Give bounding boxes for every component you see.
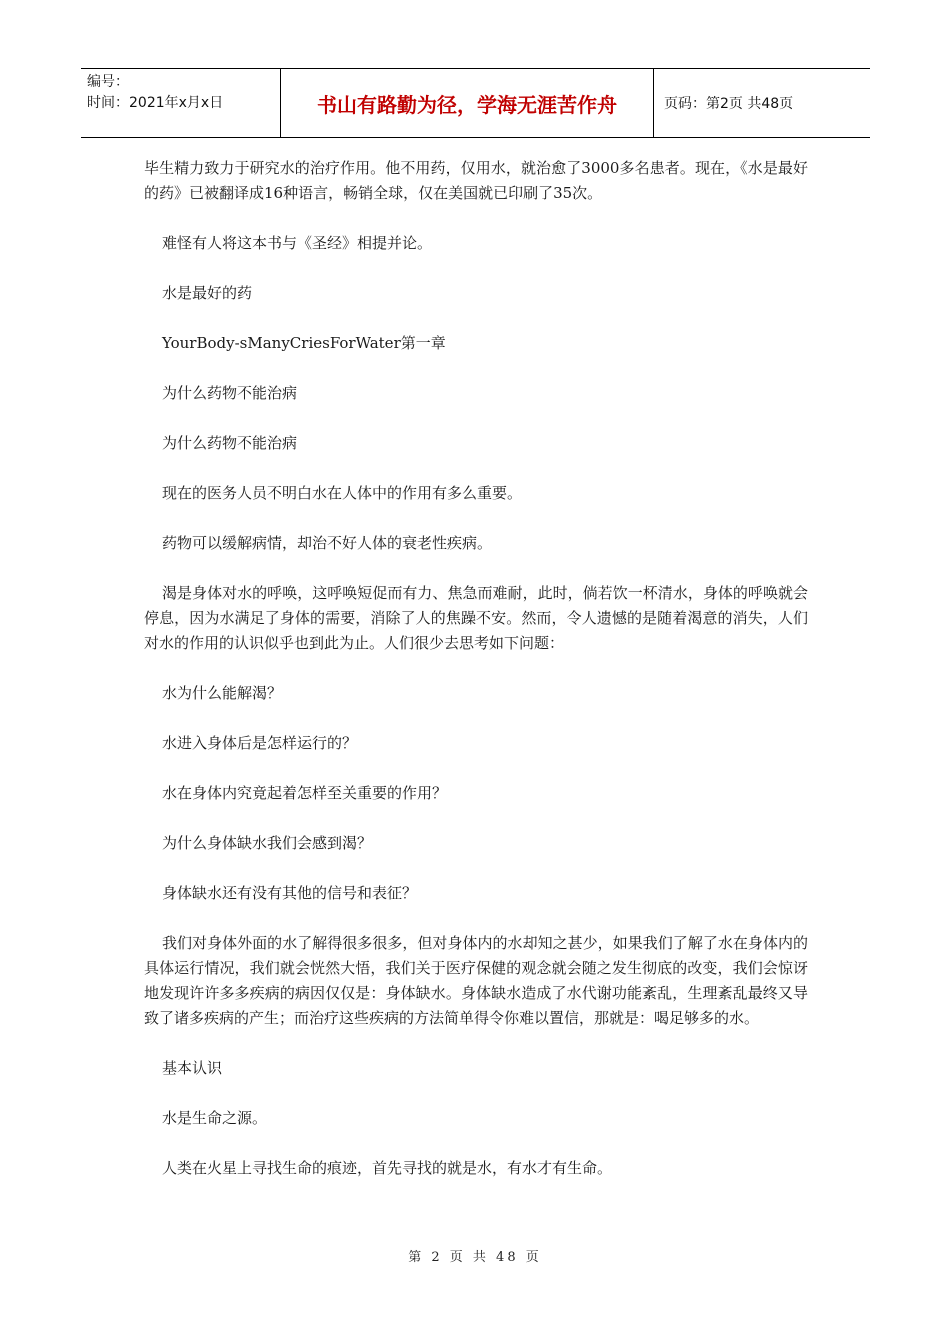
paragraph: YourBody-sManyCriesForWater第一章 bbox=[162, 334, 446, 352]
paragraph: 为什么药物不能治病 bbox=[162, 384, 298, 402]
paragraph: 为什么身体缺水我们会感到渴？ bbox=[162, 834, 373, 852]
document-body bbox=[144, 156, 808, 1206]
paragraph: 水是最好的药 bbox=[162, 284, 253, 302]
paragraph: 水为什么能解渴？ bbox=[162, 684, 283, 702]
paragraph: 毕生精力致力于研究水的治疗作用。他不用药，仅用水，就治愈了3000多名患者。现在，《水是最好的药》已被翻译成16种语言，畅销全球，仅在美国就已印刷了35次。 bbox=[144, 159, 808, 202]
page-header bbox=[81, 68, 870, 138]
header-motto: 书山有路勤为径，学海无涯苦作舟 bbox=[281, 69, 654, 137]
paragraph: 渴是身体对水的呼唤，这呼唤短促而有力、焦急而难耐，此时，倘若饮一杯清水，身体的呼唤就会停息，因为水满足了身体的需要，消除了人的焦躁不安。然而，令人遗憾的是随着渴意的消失，人们对水的作用的认识似乎也到此为止。人们很少去思考如下问题： bbox=[144, 584, 808, 652]
paragraph: 水是生命之源。 bbox=[162, 1109, 268, 1127]
paragraph: 身体缺水还有没有其他的信号和表征？ bbox=[162, 884, 418, 902]
page-footer: 第 2 页 共 48 页 bbox=[408, 1250, 542, 1265]
date-label: 时间：2021年x月x日 bbox=[87, 95, 224, 111]
paragraph: 为什么药物不能治病 bbox=[162, 434, 298, 452]
code-label: 编号： bbox=[87, 74, 129, 90]
paragraph: 基本认识 bbox=[162, 1059, 223, 1077]
paragraph: 难怪有人将这本书与《圣经》相提并论。 bbox=[162, 234, 433, 252]
paragraph: 现在的医务人员不明白水在人体中的作用有多么重要。 bbox=[162, 484, 523, 502]
header-page-info: 页码：第2页 共48页 bbox=[664, 96, 794, 112]
paragraph: 水进入身体后是怎样运行的？ bbox=[162, 734, 358, 752]
paragraph: 水在身体内究竟起着怎样至关重要的作用？ bbox=[162, 784, 448, 802]
paragraph: 我们对身体外面的水了解得很多很多，但对身体内的水却知之甚少，如果我们了解了水在身体内的具体运行情况，我们就会恍然大悟，我们关于医疗保健的观念就会随之发生彻底的改变，我们会惊讶地发现许许多多疾病的病因仅仅是：身体缺水。身体缺水造成了水代谢功能紊乱，生理紊乱最终又导致了诸多疾病的产生；而治疗这些疾病的方法简单得令你难以置信，那就是：喝足够多的水。 bbox=[144, 934, 808, 1027]
header-meta bbox=[81, 69, 281, 137]
paragraph: 药物可以缓解病情，却治不好人体的衰老性疾病。 bbox=[162, 534, 493, 552]
paragraph: 人类在火星上寻找生命的痕迹，首先寻找的就是水，有水才有生命。 bbox=[162, 1159, 613, 1177]
